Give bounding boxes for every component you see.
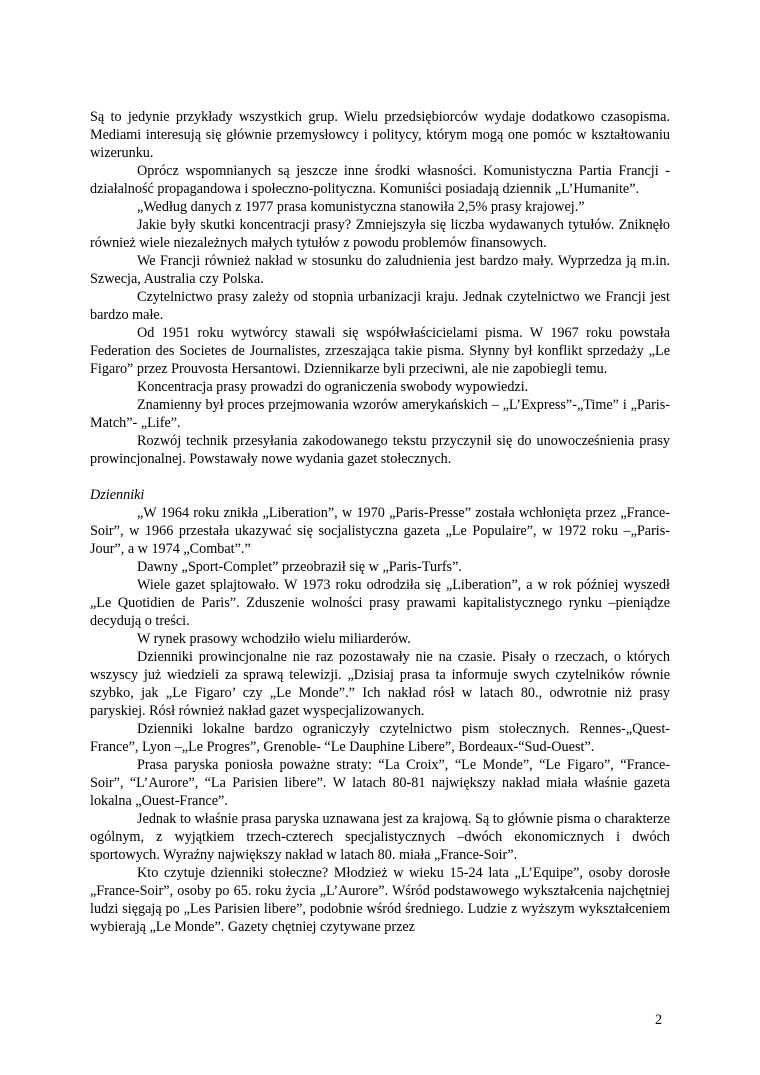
- paragraph-bankruptcies: Wiele gazet splajtowało. W 1973 roku odrodziła się „Liberation”, a w rok później wyszedł „Le Quotidien de Paris”. Zduszenie wolności prasy prawami kapitalistycznego rynku –pieniądze decydują o treści.: [90, 577, 670, 629]
- paragraph-technology: Rozwój technik przesyłania zakodowanego tekstu przyczynił się do unowocześnienia prasy prowincjonalnej. Powstawały nowe wydania gazet stołecznych.: [90, 433, 670, 467]
- paragraph-readers: Kto czytuje dzienniki stołeczne? Młodzież w wieku 15-24 lata „L’Equipe”, osoby dorosłe „France-Soir”, osoby po 65. roku życia „L’Aurore”. Wśród podstawowego wykształcenia najchętniej ludzi sięgają po „Les Parisien libere”, podobnie wśród średniego. Ludzie z wyższym wykształceniem wybierają „Le Monde”. Gazety chętniej czytywane przez: [90, 865, 670, 935]
- paragraph-intro: Są to jedynie przykłady wszystkich grup. Wielu przedsiębiorców wydaje dodatkowo czasopisma. Mediami interesują się głównie przemysłowcy i politycy, którym mogą one pomóc w kształtowaniu wizerunku.: [90, 109, 670, 161]
- paragraph-billionaires: W rynek prasowy wchodziło wielu miliarderów.: [137, 631, 411, 647]
- paragraph-quote-1977: „Według danych z 1977 prasa komunistyczna stanowiła 2,5% prasy krajowej.”: [137, 199, 585, 215]
- paragraph-1951: Od 1951 roku wytwórcy stawali się współwłaścicielami pisma. W 1967 roku powstała Federation des Societes de Journalistes, zrzeszająca takie pisma. Słynny był konflikt sprzedaży „Le Figaro” przez Prouvosta Hersantowi. Dziennikarze byli przeciwni, ale nie zapobiegli temu.: [90, 325, 670, 377]
- paragraph-circulation: We Francji również nakład w stosunku do zaludnienia jest bardzo mały. Wyprzedza ją m.in. Szwecja, Australia czy Polska.: [90, 253, 670, 287]
- paragraph-ownership: Oprócz wspomnianych są jeszcze inne środki własności. Komunistyczna Partia Francji -działalność propagandowa i społeczno-polityczna. Komuniści posiadają dziennik „L’Humanite”.: [90, 163, 670, 197]
- paragraph-national: Jednak to właśnie prasa paryska uznawana jest za krajową. Są to głównie pisma o charakterze ogólnym, z wyjątkiem trzech-czterech specjalistycznych –dwóch ekonomicznych i dwóch sportowych. Wyraźny największy nakład w latach 80. miała „France-Soir”.: [90, 811, 671, 863]
- paragraph-american-models: Znamienny był proces przejmowania wzorów amerykańskich – „L’Express”-„Time” i „Paris-Match”- „Life”.: [90, 397, 670, 431]
- paragraph-1964: „W 1964 roku znikła „Liberation”, w 1970 „Paris-Presse” została wchłonięta przez „France-Soir”, w 1966 przestała ukazywać się socjalistyczna gazeta „Le Populaire”, w 1972 roku –„Paris-Jour”, a w 1974 „Combat”.”: [90, 505, 670, 557]
- section-heading-dzienniki: Dzienniki: [90, 487, 145, 503]
- paragraph-sport-complet: Dawny „Sport-Complet” przeobraził się w „Paris-Turfs”.: [137, 559, 462, 575]
- paragraph-concentration-effects: Jakie były skutki koncentracji prasy? Zmniejszyła się liczba wydawanych tytułów. Zniknęło również wiele niezależnych małych tytułów z powodu problemów finansowych.: [90, 217, 670, 251]
- document-page: [90, 108, 670, 936]
- paragraph-provincial: Dzienniki prowincjonalne nie raz pozostawały nie na czasie. Pisały o rzeczach, o których wszyscy już wiedzieli za sprawą telewizji. „Dzisiaj prasa ta informuje swych czytelników równie szybko, jak „Le Figaro’ czy „Le Monde”.” Ich nakład rósł w latach 80., odwrotnie niż prasy paryskiej. Rósł również nakład gazet wyspecjalizowanych.: [90, 649, 670, 719]
- paragraph-readership: Czytelnictwo prasy zależy od stopnia urbanizacji kraju. Jednak czytelnictwo we Francji jest bardzo małe.: [90, 289, 670, 323]
- page-number: 2: [655, 1012, 663, 1028]
- section-gap: [90, 468, 670, 486]
- paragraph-freedom: Koncentracja prasy prowadzi do ograniczenia swobody wypowiedzi.: [137, 379, 529, 395]
- paragraph-paris-losses: Prasa paryska poniosła poważne straty: “La Croix”, “Le Monde”, “Le Figaro”, “France-Soir”, “L’Aurore”, “La Parisien libere”. W latach 80-81 największy nakład miała właśnie gazeta lokalna „Ouest-France”.: [90, 757, 670, 809]
- paragraph-local: Dzienniki lokalne bardzo ograniczyły czytelnictwo pism stołecznych. Rennes-„Quest-France”, Lyon –„Le Progres”, Grenoble- “Le Dauphine Libere”, Bordeaux-“Sud-Ouest”.: [90, 721, 670, 755]
